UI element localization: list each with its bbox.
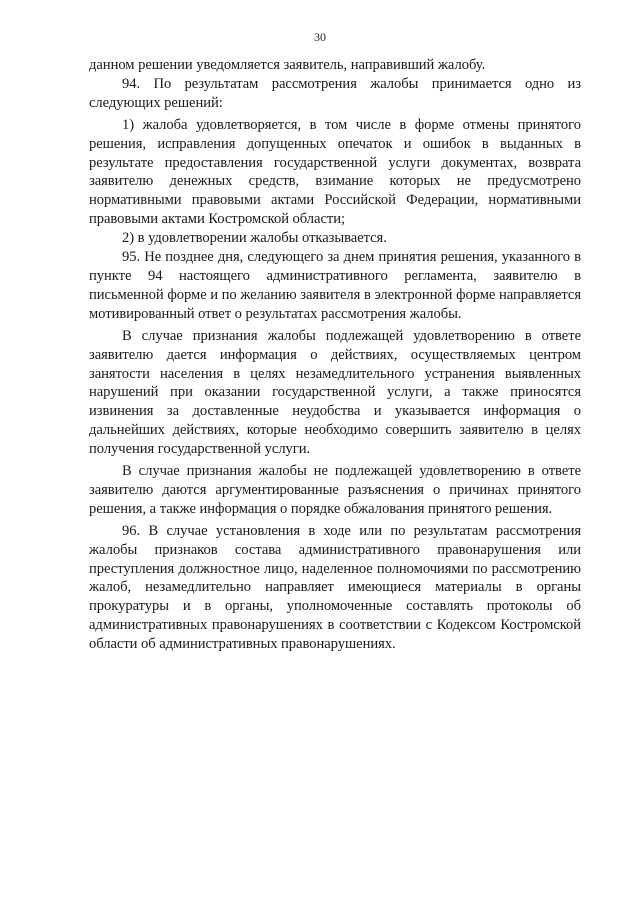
paragraph-94-item-1: 1) жалоба удовлетворяется, в том числе в форме отмены принятого решения, исправления допущенных опечаток и ошибок в выданных в результате предоставления государственной услуги документах, возврата заявителю денежных средств, взимание которых не предусмотрено нормативными правовыми актами Российской Федерации, нормативными правовыми актами Костромской области; [89, 116, 581, 228]
paragraph-95: 95. Не позднее дня, следующего за днем принятия решения, указанного в пункте 94 настоящего административного регламента, заявителю в письменной форме и по желанию заявителя в электронной форме направляется мотивированный ответ о результатах рассмотрения жалобы. [89, 249, 581, 322]
paragraph-continuation: данном решении уведомляется заявитель, направивший жалобу. [89, 57, 486, 73]
paragraph-95-rejected: В случае признания жалобы не подлежащей удовлетворению в ответе заявителю даются аргументированные разъяснения о причинах принятого решения, а также информация о порядке обжалования принятого решения. [89, 463, 581, 517]
paragraph-95-satisfied: В случае признания жалобы подлежащей удовлетворению в ответе заявителю дается информация о действиях, осуществляемых центром занятости населения в целях незамедлительного устранения выявленных нарушений при оказании государственной услуги, а также приносятся извинения за доставленные неудобства и указывается информация о дальнейших действиях, которые необходимо совершить заявителю в целях получения государственной услуги. [89, 327, 581, 458]
page-number: 30 [314, 30, 326, 44]
paragraph-94-item-2: 2) в удовлетворении жалобы отказывается. [122, 230, 387, 247]
paragraph-96: 96. В случае установления в ходе или по результатам рассмотрения жалобы признаков состава административного правонарушения или преступления должностное лицо, наделенное полномочиями по рассмотрению жалоб, незамедлительно направляет имеющиеся материалы в органы прокуратуры и в органы, уполномоченные составлять протоколы об административных правонарушениях в соответствии с Кодексом Костромской области об административных правонарушениях. [89, 522, 581, 653]
document-body [89, 56, 581, 654]
paragraph-94: 94. По результатам рассмотрения жалобы принимается одно из следующих решений: [89, 75, 581, 111]
